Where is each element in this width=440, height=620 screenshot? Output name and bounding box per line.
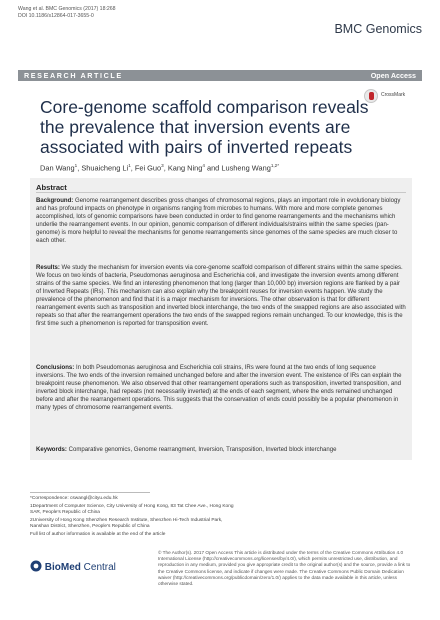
doi-line: DOI 10.1186/s12864-017-3655-0 (18, 13, 94, 19)
section-text: Comparative genomics, Genome rearrangment, Inversion, Transposition, Inverted block interchange (68, 447, 337, 453)
correspondence-footnote: *Correspondence: cswangl@cityu.edu.hk (30, 496, 118, 501)
affiliation-footnote: 2University of Hong Kong Shenzhen Research Institute, Shenzhen Hi-Tech Industrial Park, Nanshan District, Shenzhen, People's Republic of China (30, 518, 223, 530)
author-name: Fei Guo (134, 163, 162, 173)
abstract-heading: Abstract (36, 183, 67, 192)
author-name: Kang Ning (167, 163, 203, 173)
author-list: Dan Wang$^1$, Shuaicheng Li$^1$, Fei Guo$^3$, Kang Ning$^4$ and Lusheng Wang$^{1,2*}$ (40, 163, 279, 173)
section-text: In both Pseudomonas aeruginosa and Escherichia coli strains, IRs were found at the two ends of long sequence inversions. The two ends of the inversion remained unchanged before and after the inversion event. The existence of IRs can explain the breakpoint reuse phenomenon. We also observed that other rearrangement operations such as transposition, inverted transposition, and inverted block interchange, had repeats (not necessarily inverted) at the ends of each segment, where the ends remained unchanged before and after the rearrangement operations. This suggests that the conservation of ends could possibly be a popular phenomenon in many types of chromosome rearrangement events. (36, 365, 402, 412)
author-name: Lusheng Wang (221, 163, 271, 173)
author-affiliation: 3 (161, 163, 164, 168)
article-type-label: RESEARCH ARTICLE (24, 71, 123, 80)
biomed-central-logo (30, 560, 116, 573)
author-info-note: Full list of author information is available at the end of the article (30, 532, 166, 537)
author-affiliation: 4 (202, 163, 205, 168)
footnote-divider (30, 492, 150, 493)
section-label: Results: (36, 265, 60, 271)
abstract-results (36, 264, 406, 328)
author-name: Shuaicheng Li (81, 163, 129, 173)
author-name: Dan Wang (40, 163, 75, 173)
abstract-divider (36, 192, 406, 193)
author-affiliation: 1,2* (270, 163, 279, 168)
biomed-central-logo-icon (30, 560, 42, 572)
author-affiliation: 1 (128, 163, 131, 168)
section-text: We study the mechanism for inversion events via core-genome scaffold comparison of different strains within the same species. We focus on two kinds of bacteria, Pseudomonas aeruginosa and Escherichia coli, and investigate the inversion events among different strains of the same species. We find an interesting phenomenon that long (larger than 10,000 bp) inversion regions are flanked by a pair of Inverted Repeats (IRs). This mechanism can also explain why the breakpoint reuses for inversion events happen. We study the prevalence of the phenomenon and find that it is a major mechanism for inversions. The other observation is that for different rearrangement events such as transposition and inverted block interchange, the two ends of the swapped regions are also associated with repeats so that after the rearrangement operations the two ends of the swapped regions remain unchanged. To our knowledge, this is the first time such a phenomenon is reported for transposition event. (36, 265, 406, 328)
logo-text: Central (80, 562, 116, 573)
section-label: Background: (36, 198, 74, 204)
journal-name: BMC Genomics (334, 22, 422, 36)
crossmark-label: CrossMark (381, 92, 406, 98)
logo-text-bold: BioMed (44, 562, 81, 573)
license-text: © The Author(s). 2017 Open Access This article is distributed under the terms of the Creative Commons Attribution 4.0 International License (http://creativecommons.org/licenses/by/4.0/), which permits unrestricted use, distribution, and reproduction in any medium, provided you give appropriate credit to the original author(s) and the source, provide a link to the Creative Commons license, and indicate if changes were made. The Creative Commons Public Domain Dedication waiver (http://creativecommons.org/publicdomain/zero/1.0/) applies to the data made available in this article, unless otherwise stated. (158, 550, 411, 587)
citation-line: Wang et al. BMC Genomics (2017) 18:268 (18, 6, 116, 12)
abstract-keywords (36, 446, 406, 454)
citation-header (18, 6, 116, 20)
abstract-conclusions (36, 364, 406, 412)
abstract-background (36, 197, 406, 245)
affiliation-footnote: 1Department of Computer Science, City University of Hong Kong, 83 Tat Chee Ave., Hong Kong SAR, People's Republic of China (30, 504, 234, 516)
open-access-label: Open Access (370, 71, 416, 80)
section-label: Conclusions: (36, 365, 75, 371)
crossmark-badge[interactable] (364, 89, 416, 107)
section-text: Genome rearrangement describes gross changes of chromosomal regions, plays an important role in evolutionary biology and has profound impacts on phenotype in organisms ranging from microbes to humans. With more and more complete genomes accomplished, lots of genomic comparisons have been conducted in order to find genome rearrangements and the mechanisms which underlie the rearrangement events. In our opinion, genomic comparison of different individuals/strains within the same species (pan-genome) is more helpful to reveal the mechanisms for genome rearrangements since genomes of the same species are much closer to each other. (36, 198, 401, 245)
author-affiliation: 1 (74, 163, 78, 168)
section-label: Keywords: (36, 447, 67, 453)
article-title: Core-genome scaffold comparison reveals the prevalence that inversion events are associated with pairs of inverted repeats (40, 97, 369, 157)
